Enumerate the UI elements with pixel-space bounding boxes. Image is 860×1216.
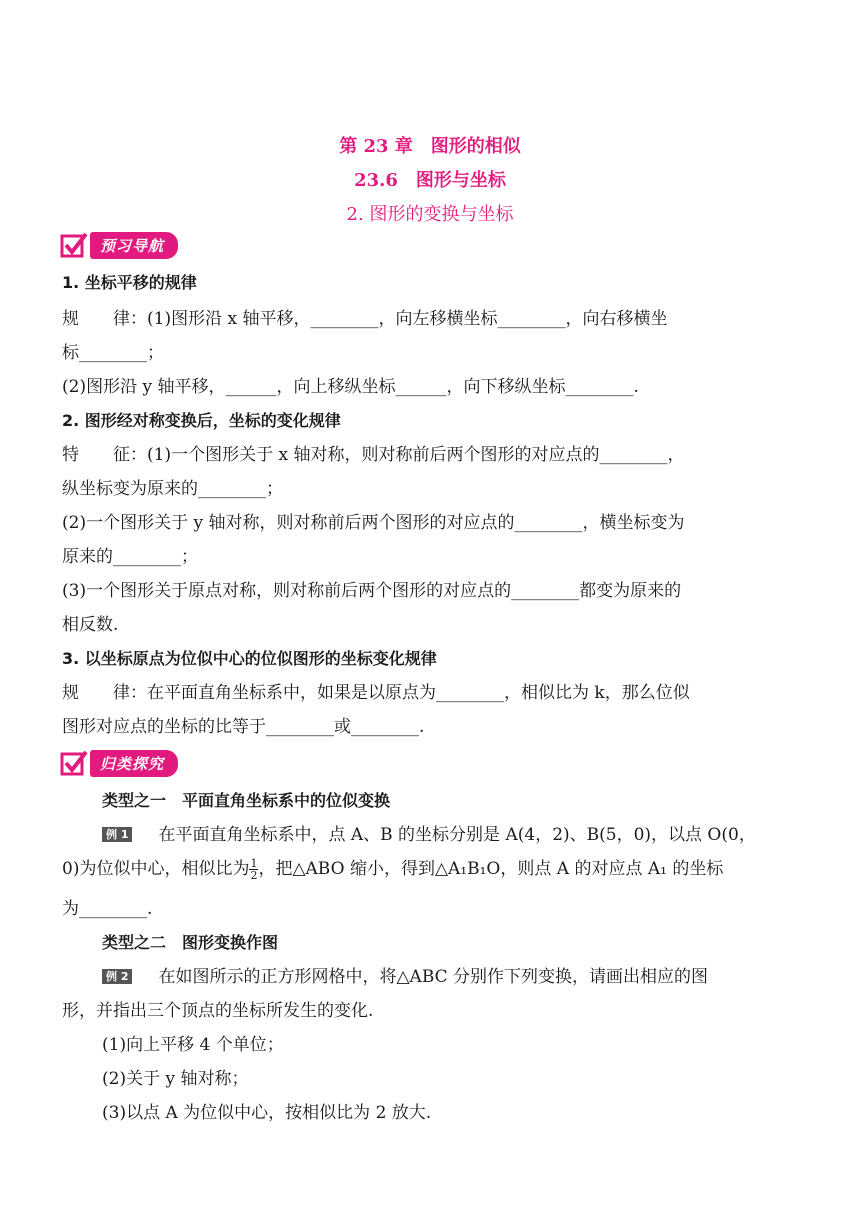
- preview-text-3a: 规 律：在平面直角坐标系中，如果是以原点为________，相似比为 k，那么位似: [62, 683, 690, 703]
- preview-heading-3: 3. 以坐标原点为位似中心的位似图形的坐标变化规律: [62, 649, 437, 668]
- preview-text-1a: 规 律：(1)图形沿 x 轴平移，________，向左移横坐标________，向右移横坐: [62, 309, 668, 329]
- example1-text-c: 为________.: [62, 899, 153, 919]
- example2-text-e: (3)以点 A 为位似中心，按相似比为 2 放大.: [102, 1103, 432, 1123]
- example2-line-a: [102, 966, 802, 988]
- example1-text-b-post: ，把△ABO 缩小，得到△A₁B₁O，则点 A 的对应点 A₁ 的坐标: [258, 859, 724, 879]
- example1-label: 例 1: [102, 827, 132, 842]
- example1-line-a: [102, 824, 802, 846]
- preview-text-1b: 标________；: [62, 343, 164, 363]
- example2-label: 例 2: [102, 969, 132, 984]
- preview-heading-2: 2. 图形经对称变换后，坐标的变化规律: [62, 411, 341, 430]
- type1-heading: 类型之一 平面直角坐标系中的位似变换: [102, 791, 391, 810]
- preview-text-2e: (3)一个图形关于原点对称，则对称前后两个图形的对应点的________都变为原来的: [62, 581, 682, 601]
- type2-heading: 类型之二 图形变换作图: [102, 933, 279, 952]
- fraction-denominator: 2: [250, 869, 258, 882]
- chapter-title: 第 23 章 图形的相似: [339, 136, 521, 157]
- subsection-title: 2. 图形的变换与坐标: [346, 204, 514, 225]
- explore-badge: [60, 748, 178, 778]
- explore-badge-label: 归类探究: [90, 750, 178, 777]
- example2-text-b: 形，并指出三个顶点的坐标所发生的变化.: [62, 1001, 374, 1021]
- example2-text-d: (2)关于 y 轴对称；: [102, 1069, 249, 1089]
- preview-text-2c: (2)一个图形关于 y 轴对称，则对称前后两个图形的对应点的________，横坐标变为: [62, 513, 685, 533]
- preview-badge: [60, 230, 178, 260]
- section-title: 23.6 图形与坐标: [354, 170, 506, 191]
- preview-text-2b: 纵坐标变为原来的________；: [62, 479, 283, 499]
- preview-text-2d: 原来的________；: [62, 547, 198, 567]
- preview-heading-1: 1. 坐标平移的规律: [62, 273, 197, 292]
- example2-text-c: (1)向上平移 4 个单位；: [102, 1035, 284, 1055]
- checkbox-check-icon: [60, 749, 88, 777]
- example1-text-b-pre: 0)为位似中心，相似比为: [62, 859, 250, 879]
- fraction-numerator: 1: [250, 857, 258, 870]
- preview-text-3b: 图形对应点的坐标的比等于________或________.: [62, 717, 425, 737]
- example1-text-a: 在平面直角坐标系中，点 A、B 的坐标分别是 A(4，2)、B(5，0)，以点 O(0，: [158, 825, 756, 845]
- example2-text-a: 在如图所示的正方形网格中，将△ABC 分别作下列变换，请画出相应的图: [158, 967, 709, 987]
- preview-text-2a: 特 征：(1)一个图形关于 x 轴对称，则对称前后两个图形的对应点的________，: [62, 445, 685, 465]
- preview-badge-label: 预习导航: [90, 232, 178, 259]
- example1-line-b: [62, 858, 802, 881]
- preview-text-1c: (2)图形沿 y 轴平移，______，向上移纵坐标______，向下移纵坐标________.: [62, 377, 639, 397]
- preview-text-2f: 相反数.: [62, 615, 119, 635]
- checkbox-check-icon: [60, 231, 88, 259]
